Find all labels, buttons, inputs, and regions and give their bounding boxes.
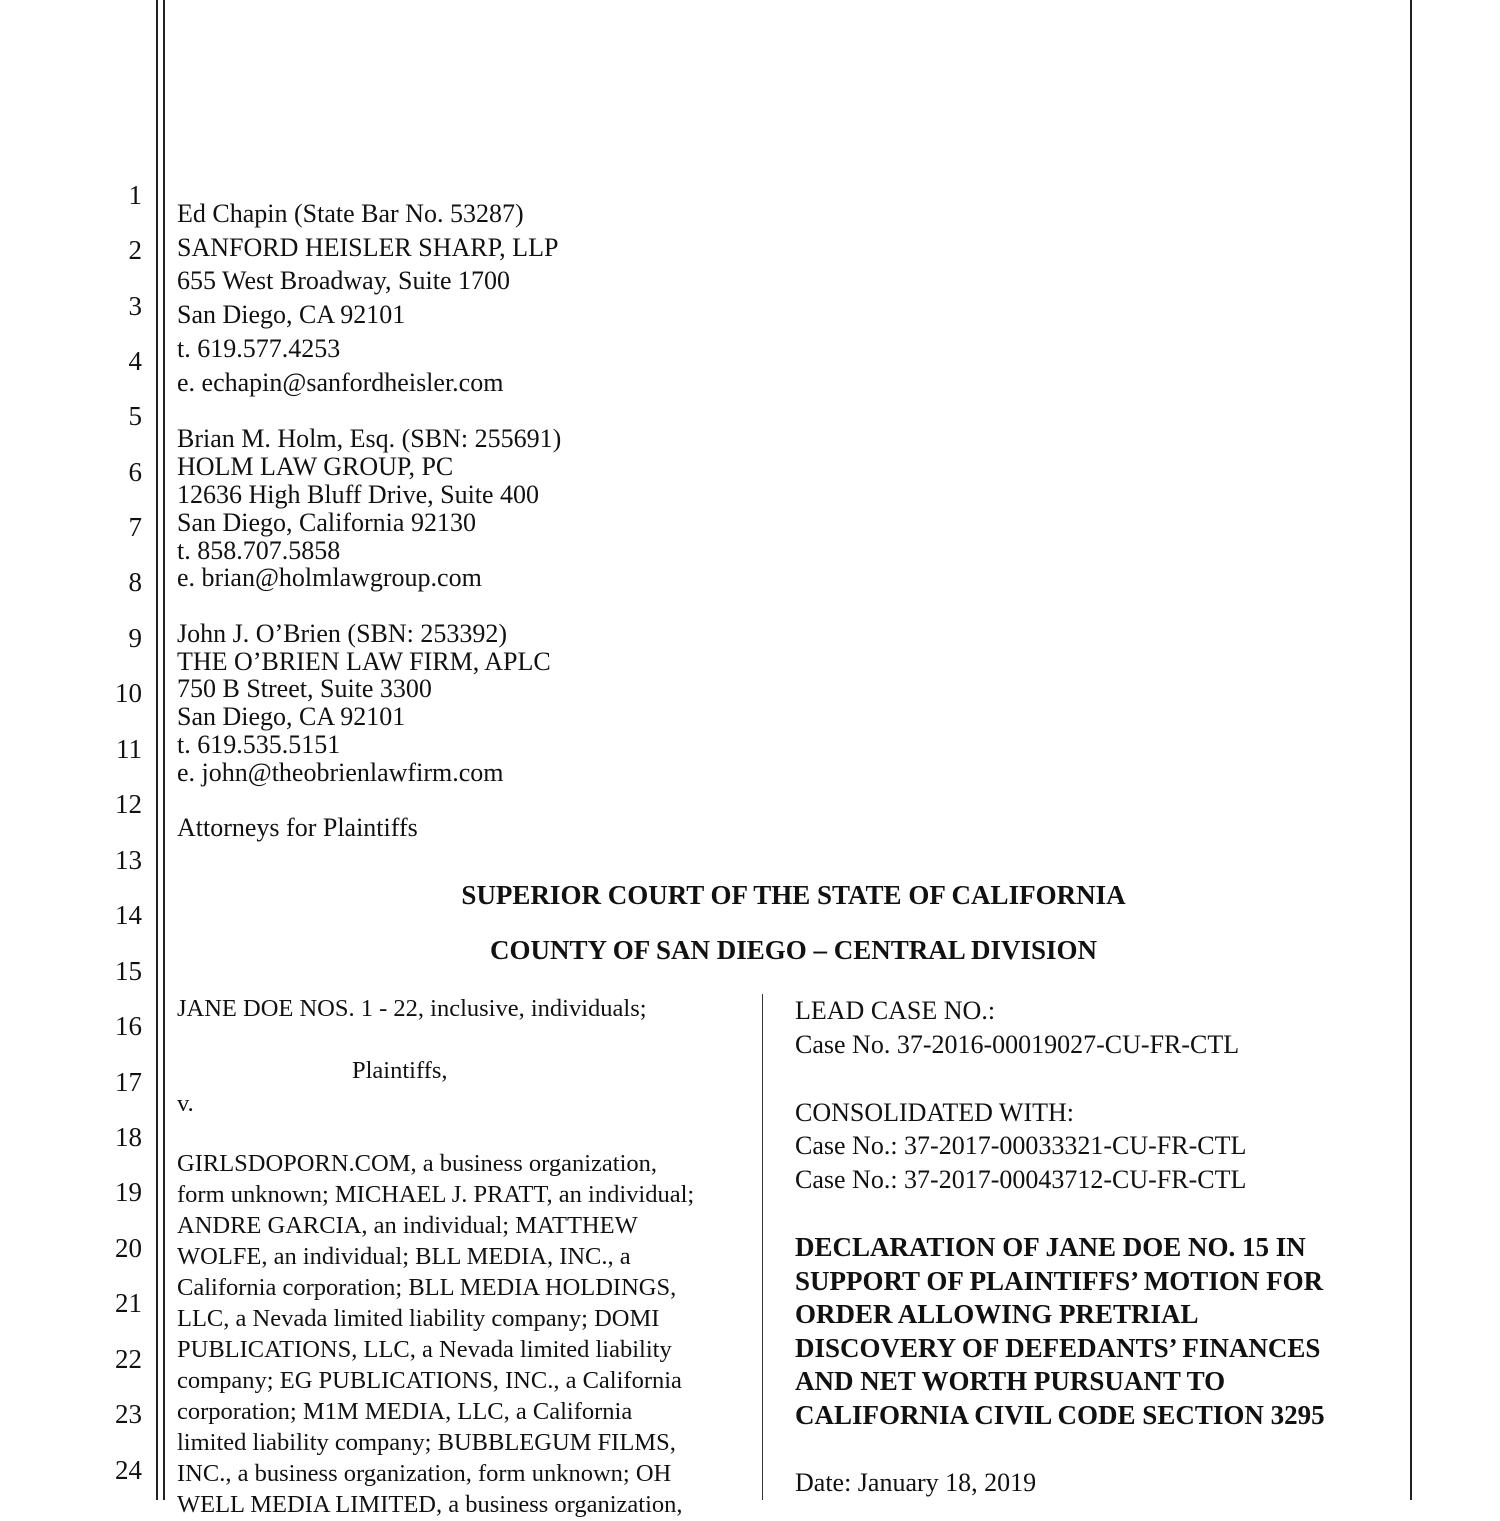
firm-address: 750 B Street, Suite 3300 [177,674,432,703]
consolidated-case-number: Case No.: 37-2017-00033321-CU-FR-CTL [795,1131,1247,1160]
plaintiffs-line: JANE DOE NOS. 1 - 22, inclusive, individuals; [177,995,647,1022]
firm-city: San Diego, CA 92101 [177,702,406,731]
line-number: 20 [115,1233,142,1263]
attorney-name: John J. O’Brien (SBN: 253392) [177,619,508,648]
line-number: 9 [128,623,142,653]
line-number: 16 [115,1011,142,1041]
defendant-line: limited liability company; BUBBLEGUM FILMS, [177,1429,676,1456]
line-number: 4 [128,346,142,376]
line-number: 24 [115,1455,142,1485]
line-number: 22 [115,1344,142,1374]
line-number: 19 [115,1177,142,1207]
defendant-line: LLC, a Nevada limited liability company; DOMI [177,1305,660,1332]
firm-name: THE O’BRIEN LAW FIRM, APLC [177,647,551,676]
line-number: 14 [115,900,142,930]
document-title-line: AND NET WORTH PURSUANT TO [795,1366,1226,1396]
line-number: 21 [115,1288,142,1318]
line-number: 6 [128,457,142,487]
hearing-date: Date: January 18, 2019 [795,1468,1037,1497]
firm-email[interactable]: e. john@theobrienlawfirm.com [177,758,504,787]
line-number: 12 [115,789,142,819]
firm-phone: t. 619.577.4253 [177,334,341,363]
defendant-line: California corporation; BLL MEDIA HOLDINGS, [177,1274,677,1301]
line-number: 10 [115,678,142,708]
defendant-line: GIRLSDOPORN.COM, a business organization, [177,1150,658,1177]
document-title-line: CALIFORNIA CIVIL CODE SECTION 3295 [795,1400,1325,1430]
caption-divider [762,994,763,1500]
lead-case-label: LEAD CASE NO.: [795,996,996,1025]
firm-phone: t. 619.535.5151 [177,730,341,759]
attorney-name: Brian M. Holm, Esq. (SBN: 255691) [177,424,562,453]
pleading-left-rule-outer [156,0,158,1500]
line-number: 8 [128,567,142,597]
document-title-line: SUPPORT OF PLAINTIFFS’ MOTION FOR [795,1266,1324,1296]
line-number: 18 [115,1122,142,1152]
lead-case-number: Case No. 37-2016-00019027-CU-FR-CTL [795,1030,1240,1059]
defendant-line: INC., a business organization, form unknown; OH [177,1460,672,1487]
defendant-line: form unknown; MICHAEL J. PRATT, an individual; [177,1181,695,1208]
firm-city: San Diego, CA 92101 [177,300,406,329]
line-number: 17 [115,1067,142,1097]
court-county: COUNTY OF SAN DIEGO – CENTRAL DIVISION [489,935,1098,965]
court-name: SUPERIOR COURT OF THE STATE OF CALIFORNIA [461,880,1126,910]
firm-city: San Diego, California 92130 [177,508,476,537]
defendant-line: ANDRE GARCIA, an individual; MATTHEW [177,1212,638,1239]
firm-email[interactable]: e. brian@holmlawgroup.com [177,563,482,592]
document-title-line: DISCOVERY OF DEFEDANTS’ FINANCES [795,1333,1321,1363]
versus: v. [177,1090,194,1117]
defendant-line: company; EG PUBLICATIONS, INC., a California [177,1367,682,1394]
pleading-left-rule-inner [163,0,165,1500]
line-number: 15 [115,956,142,986]
line-number: 7 [128,512,142,542]
defendant-line: PUBLICATIONS, LLC, a Nevada limited liability [177,1336,672,1363]
firm-name: SANFORD HEISLER SHARP, LLP [177,233,559,262]
line-number: 11 [116,734,142,764]
defendant-line: corporation; M1M MEDIA, LLC, a California [177,1398,633,1425]
document-title-line: ORDER ALLOWING PRETRIAL [795,1299,1199,1329]
line-number: 1 [128,180,142,210]
firm-address: 12636 High Bluff Drive, Suite 400 [177,480,540,509]
consolidated-label: CONSOLIDATED WITH: [795,1098,1074,1127]
attorneys-for-plaintiffs: Attorneys for Plaintiffs [177,813,418,842]
defendant-line: WELL MEDIA LIMITED, a business organization, [177,1491,683,1518]
attorney-name: Ed Chapin (State Bar No. 53287) [177,199,524,228]
document-title-line: DECLARATION OF JANE DOE NO. 15 IN [795,1232,1306,1262]
firm-phone: t. 858.707.5858 [177,536,341,565]
firm-name: HOLM LAW GROUP, PC [177,452,454,481]
plaintiffs-label: Plaintiffs, [352,1057,448,1084]
firm-address: 655 West Broadway, Suite 1700 [177,266,510,295]
line-number: 2 [128,235,142,265]
line-number: 23 [115,1399,142,1429]
line-number: 3 [128,291,142,321]
line-number: 13 [115,845,142,875]
firm-email[interactable]: e. echapin@sanfordheisler.com [177,368,504,397]
line-number: 5 [128,401,142,431]
defendant-line: WOLFE, an individual; BLL MEDIA, INC., a [177,1243,631,1270]
consolidated-case-number: Case No.: 37-2017-00043712-CU-FR-CTL [795,1165,1247,1194]
pleading-right-rule [1410,0,1412,1500]
